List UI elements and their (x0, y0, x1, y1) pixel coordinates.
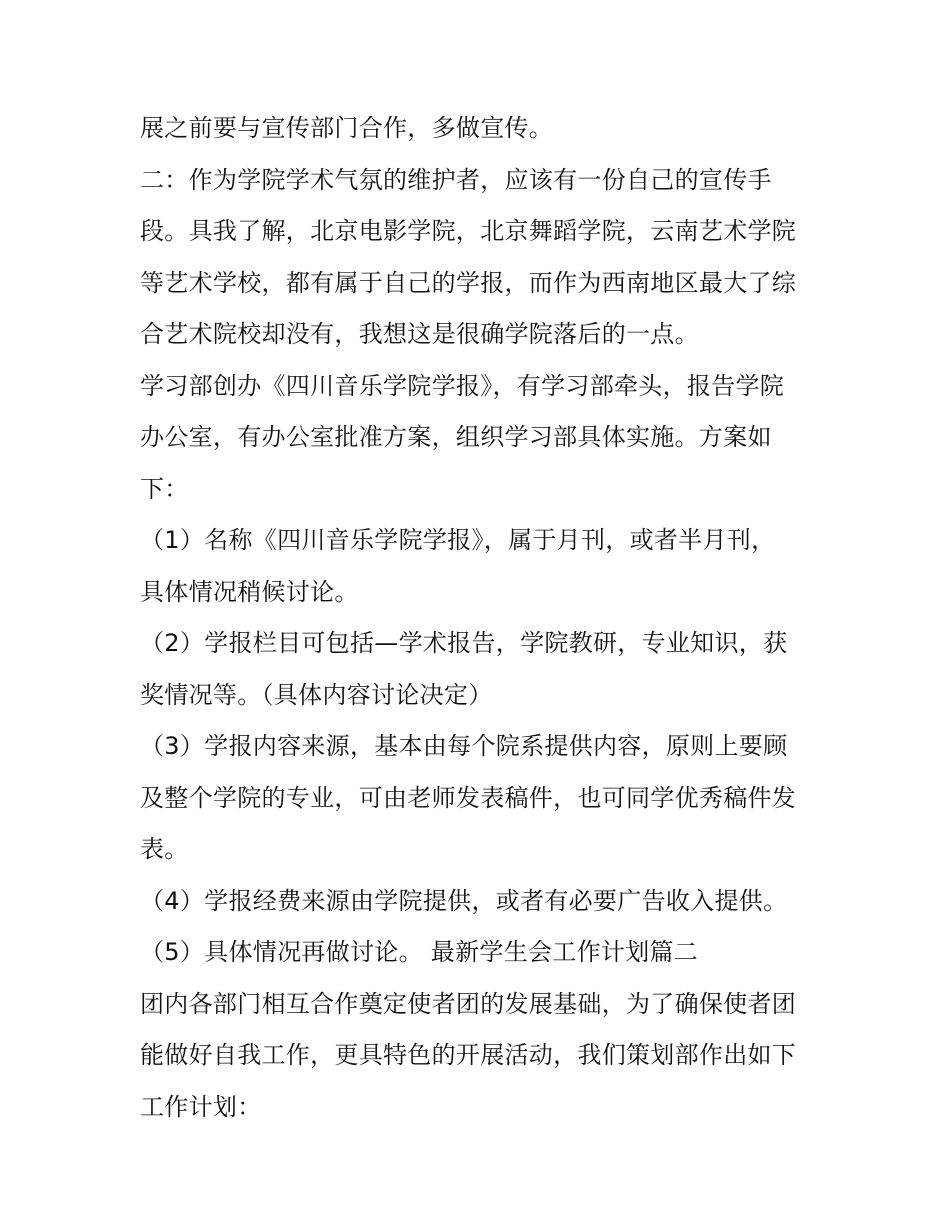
text-line: 能做好自我工作，更具特色的开展活动，我们策划部作出如下 (140, 1041, 797, 1069)
text-line: （5）具体情况再做讨论。 最新学生会工作计划篇二 (140, 938, 699, 966)
text-line: 表。 (140, 835, 189, 863)
text-line: 合艺术院校却没有，我想这是很确学院落后的一点。 (140, 320, 699, 348)
text-line: （4）学报经费来源由学院提供，或者有必要广告收入提供。 (140, 886, 788, 915)
text-line: 及整个学院的专业，可由老师发表稿件，也可同学优秀稿件发 (140, 783, 797, 812)
text-line: （1）名称《四川音乐学院学报》，属于月刊，或者半月刊， (140, 526, 776, 554)
text-line: 工作计划： (140, 1092, 262, 1121)
text-line: （3）学报内容来源，基本由每个院系提供内容，原则上要顾 (140, 732, 788, 760)
text-line: 段。具我了解，北京电影学院，北京舞蹈学院，云南艺术学院 (140, 217, 797, 245)
text-line: 奖情况等。（具体内容讨论决定） (140, 680, 493, 709)
text-line: 团内各部门相互合作奠定使者团的发展基础，为了确保使者团 (140, 989, 797, 1018)
text-line: 下： (140, 474, 189, 503)
text-line: （2）学报栏目可包括—学术报告，学院教研，专业知识，获 (140, 629, 788, 657)
text-line: 二：作为学院学术气氛的维护者，应该有一份自己的宣传手 (140, 165, 772, 194)
body-text (140, 108, 820, 1138)
text-line: 等艺术学校，都有属于自己的学报，而作为西南地区最大了综 (140, 268, 797, 297)
text-line: 办公室，有办公室批准方案，组织学习部具体实施。方案如 (140, 423, 772, 451)
text-line: 具体情况稍候讨论。 (140, 577, 359, 606)
text-line: 学习部创办《四川音乐学院学报》，有学习部牵头，报告学院 (140, 371, 785, 400)
text-line: 展之前要与宣传部门合作，多做宣传。 (140, 114, 554, 142)
